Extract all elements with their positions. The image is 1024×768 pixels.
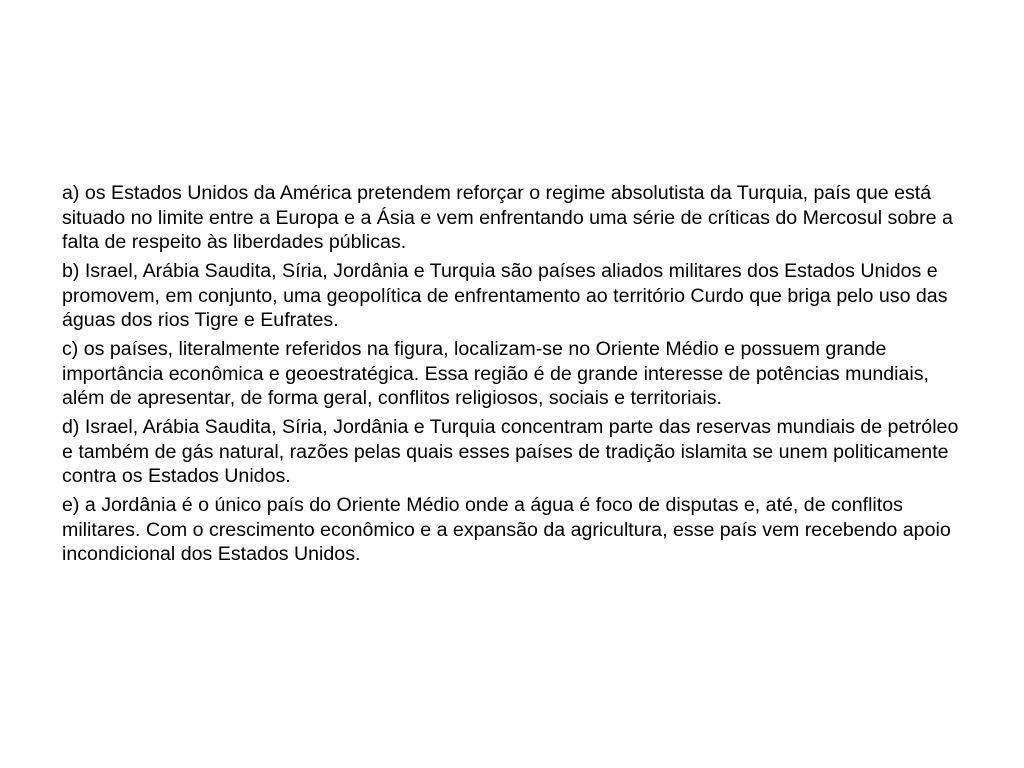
option-b: b) Israel, Arábia Saudita, Síria, Jordânia e Turquia são países aliados militares dos Estados Unidos e promovem, em conjunto, uma geopolítica de enfrentamento ao território Curdo que briga pelo uso das águas dos rios Tigre e Eufrates. [62, 260, 948, 331]
answer-options [62, 181, 967, 571]
option-a: a) os Estados Unidos da América pretendem reforçar o regime absolutista da Turquia, país que está situado no limite entre a Europa e a Ásia e vem enfrentando uma série de críticas do Mercosul sobre a falta de respeito às liberdades públicas. [62, 182, 953, 253]
option-e: e) a Jordânia é o único país do Oriente Médio onde a água é foco de disputas e, até, de conflitos militares. Com o crescimento econômico e a expansão da agricultura, esse país vem recebendo apoio incondicional dos Estados Unidos. [62, 494, 951, 565]
option-d: d) Israel, Arábia Saudita, Síria, Jordânia e Turquia concentram parte das reservas mundiais de petróleo e também de gás natural, razões pelas quais esses países de tradição islamita se unem politicamente contra os Estados Unidos. [62, 416, 959, 487]
option-c: c) os países, literalmente referidos na figura, localizam-se no Oriente Médio e possuem grande importância econômica e geoestratégica. Essa região é de grande interesse de potências mundiais, além de apresentar, de forma geral, conflitos religiosos, sociais e territoriais. [62, 338, 929, 409]
